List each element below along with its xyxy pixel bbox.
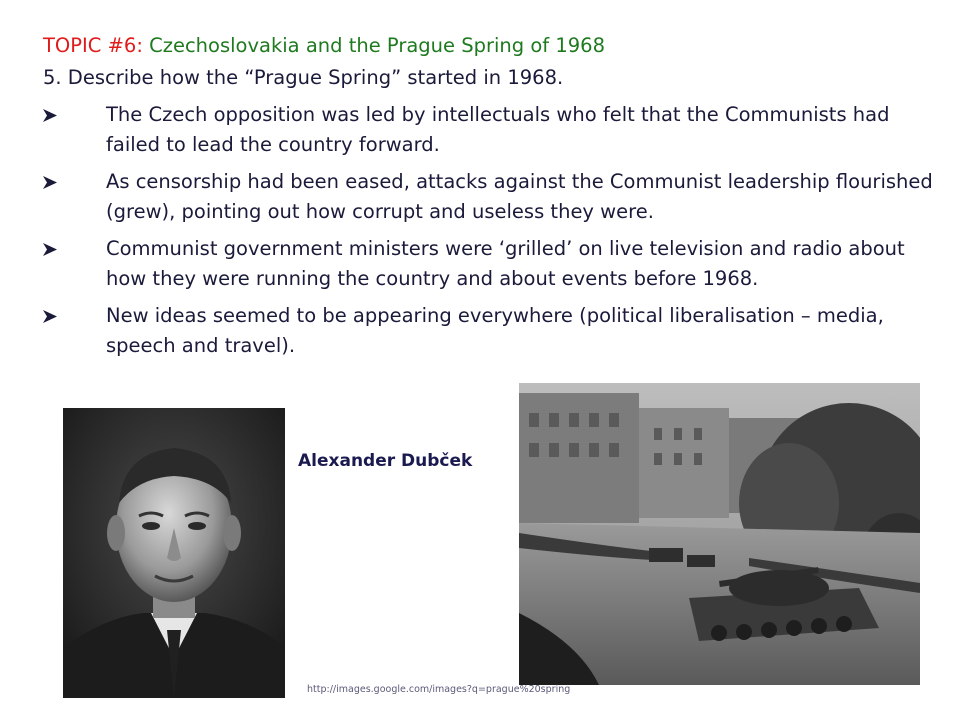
bullet-text: As censorship had been eased, attacks against the Communist leadership flourished (grew), pointing out how corrupt and useless they were. (106, 170, 933, 223)
bullet-item (43, 167, 933, 227)
photo-caption: Alexander Dubček (298, 451, 473, 471)
slide-title (43, 31, 605, 61)
bullet-item (43, 234, 933, 294)
title-text: Czechoslovakia and the Prague Spring of 1968 (149, 34, 605, 57)
bullet-item (43, 301, 933, 361)
bullet-item (43, 100, 933, 160)
arrow-bullet-icon (43, 100, 59, 130)
bullet-text: The Czech opposition was led by intellectuals who felt that the Communists had failed to lead the country forward. (106, 103, 890, 156)
title-prefix: TOPIC #6: (43, 34, 150, 57)
question-text: 5. Describe how the “Prague Spring” started in 1968. (43, 66, 564, 89)
bullet-text: New ideas seemed to be appearing everywhere (political liberalisation – media, speech and travel). (106, 304, 884, 357)
bullet-text: Communist government ministers were ‘grilled’ on live television and radio about how they were running the country and about events before 1968. (106, 237, 905, 290)
source-url: http://images.google.com/images?q=prague%20spring (307, 684, 571, 695)
arrow-bullet-icon (43, 167, 59, 197)
dubcek-portrait-photo (63, 408, 285, 698)
arrow-bullet-icon (43, 234, 59, 264)
prague-tanks-photo (519, 383, 920, 685)
arrow-bullet-icon (43, 301, 59, 331)
bullet-list (43, 100, 933, 368)
